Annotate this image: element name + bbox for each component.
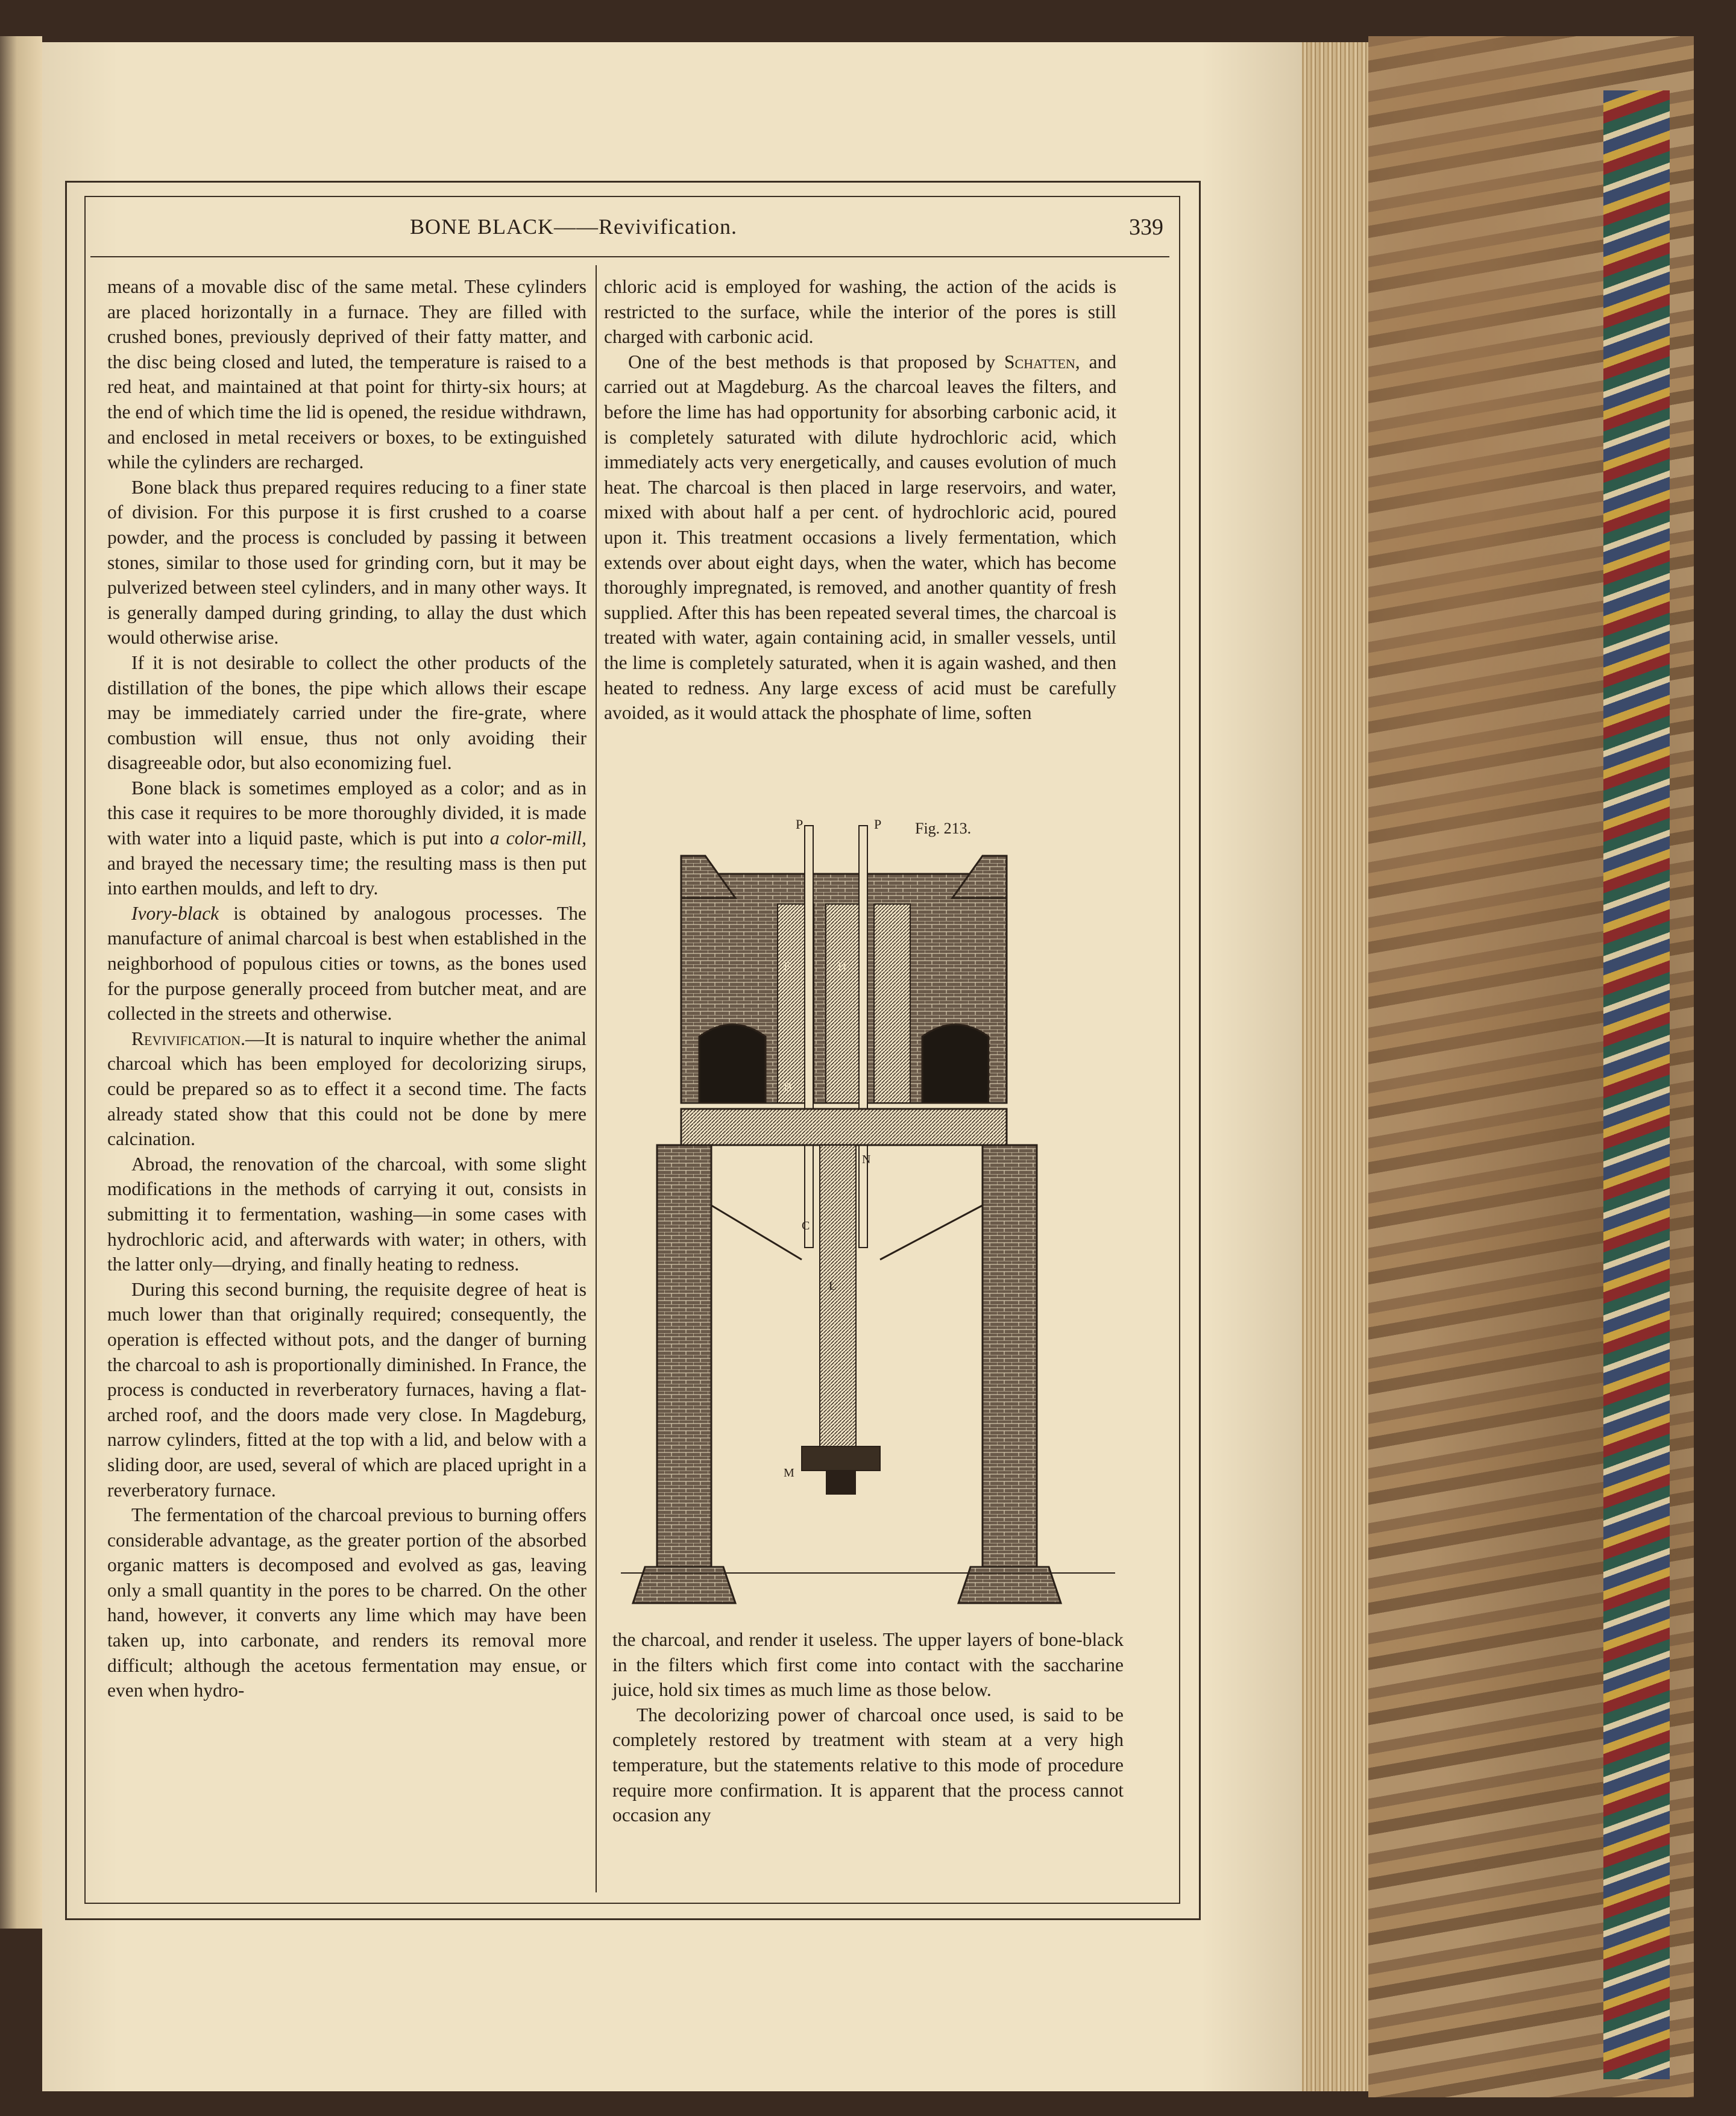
label-p-right: P (874, 820, 882, 832)
text-run: and carried out at Magdeburg. As the charcoal leaves the filters, and before the lime has had opportunity for absorbing carbonic acid, it is completely saturated with dilute hydrochloric acid, which immediately acts very energetically, and causes evolution of much heat. The charcoal is then placed in large reservoirs, and water, mixed with about half a per cent. of hydrochloric acid, poured upon it. This treatment occasions a lively fermentation, which extends over about eight days, when the water, which has become thoroughly impregnated, is removed, and another quantity of fresh supplied. After this has been repeated several times, the charcoal is treated with water, again containing acid, in smaller vessels, until the lime is completely saturated, when it is again washed, and then heated to redness. Any large excess of acid must be carefully avoided, as it would attack the phosphate of lime, soften (604, 351, 1116, 724)
right-column-bottom (612, 1627, 1124, 1828)
paragraph: the charcoal, and render it useless. The upper layers of bone-black in the filters which first come into contact with the saccharine juice, hold six times as much lime as those below. (612, 1629, 1124, 1701)
running-head (90, 214, 1169, 250)
text-run: —It is natural to inquire whether the animal charcoal which has been employed for decolorizing sirups, could be prepared so as to effect it a second time. The facts already stated show that this could not be done by mere calcination. (107, 1028, 587, 1150)
cooling-tube (820, 1145, 856, 1446)
page-block-edge (1302, 42, 1368, 2091)
paragraph: means of a movable disc of the same metal. These cylinders are placed horizontally in a furnace. They are filled with crushed bones, previously deprived of their fatty matter, and the disc being closed and luted, the temperature is raised to a red heat, and maintained at that point for thirty-six hours; at the end of which time the lid is opened, the residue withdrawn, and enclosed in metal receivers or boxes, to be extinguished while the cylinders are recharged. (107, 276, 587, 473)
base-slab (681, 1109, 1007, 1145)
pipe-left (805, 826, 813, 1248)
paragraph (604, 350, 1116, 726)
label-l: L (829, 1279, 837, 1293)
label-h: H (838, 960, 847, 973)
furnace-illustration (621, 820, 1115, 1615)
retort-center (826, 904, 862, 1103)
text-run: is obtained by analogous processes. The manufacture of animal charcoal is best when established in the neighborhood of populous cities or towns, as the bones used for the purpose generally proceed from butcher meat, and are collected in the streets and otherwise. (107, 902, 587, 1025)
retort-right (874, 904, 910, 1103)
label-p-left: P (796, 820, 804, 832)
page-number: 339 (1129, 215, 1163, 240)
paragraph: chloric acid is employed for washing, the action of the acids is restricted to the surface, while the interior of the pores is still charged with carbonic acid. (604, 276, 1116, 348)
label-b: B (784, 1081, 792, 1094)
left-page-edge (0, 36, 42, 1929)
marbled-edge (1603, 90, 1670, 2079)
support-rod-left (711, 1205, 802, 1260)
right-column-top (604, 274, 1116, 726)
paragraph (107, 1026, 587, 1152)
running-head-title: BONE BLACK——Revivification. (410, 215, 737, 239)
pillar-right (983, 1145, 1037, 1567)
label-n: N (862, 1153, 871, 1166)
paragraph (107, 901, 587, 1026)
italic-term: a color-mill, (489, 827, 587, 849)
paragraph: During this second burning, the requisite degree of heat is much lower than that originally required; consequently, the operation is effected without pots, and the danger of burning the charcoal to ash is proportionally diminished. In France, the process is conducted in reverberatory furnaces, having a flat-arched roof, and the doors made very close. In Magdeburg, narrow cylinders, fitted at the top with a lid, and below with a sliding door, are used, several of which are placed upright in a reverberatory furnace. (107, 1278, 587, 1501)
label-m: M (784, 1466, 794, 1480)
left-oven (699, 1025, 766, 1103)
header-rule (90, 256, 1169, 257)
left-column (107, 274, 587, 1703)
weight (826, 1471, 856, 1495)
paragraph (107, 776, 587, 901)
text-run: and brayed the necessary time; the resulting mass is then put into earthen moulds, and left to dry. (107, 852, 587, 899)
label-c: C (802, 1219, 810, 1232)
pillar-left (657, 1145, 711, 1567)
paragraph: Abroad, the renovation of the charcoal, with some slight modifications in the methods of carrying it out, consists in submitting it to fermentation, washing—in some cases with hydrochloric acid, and afterwards with water; in others, with the latter only—drying, and finally heating to redness. (107, 1153, 587, 1275)
section-heading: Revivification. (131, 1028, 245, 1049)
paragraph: The decolorizing power of charcoal once used, is said to be completely restored by treatment with steam at a very high temperature, but the statements relative to this mode of procedure require more confirmation. It is apparent that the process cannot occasion any (612, 1704, 1124, 1826)
pipe-right (859, 826, 867, 1248)
label-f: F (784, 960, 791, 973)
italic-term: Ivory-black (131, 902, 219, 924)
column-rule (596, 265, 597, 1892)
right-oven (922, 1025, 989, 1103)
figure-caption: Fig. 213. (915, 820, 972, 837)
author-name: Schatten, (1004, 351, 1080, 372)
paragraph: Bone black thus prepared requires reducing to a finer state of division. For this purpose it is first crushed to a coarse powder, and the process is concluded by passing it between stones, similar to those used for grinding corn, but it may be pulverized between steel cylinders, and in many other ways. It is generally damped during grinding, to allay the dust which would otherwise arise. (107, 476, 587, 648)
paragraph: If it is not desirable to collect the other products of the distillation of the bones, the pipe which allows their escape may be immediately carried under the fire-grate, where combustion will ensue, thus not only avoiding their disagreeable odor, but also economizing fuel. (107, 651, 587, 774)
support-rod-right (880, 1205, 983, 1260)
text-run: One of the best methods is that proposed by (628, 351, 1004, 372)
collector (802, 1446, 880, 1471)
text-run: Bone black is sometimes employed as a color; and as in this case it requires to be more thoroughly divided, it is made with water into a liquid paste, which is put into (107, 777, 587, 849)
paragraph: The fermentation of the charcoal previous to burning offers considerable advantage, as the greater portion of the absorbed organic matters is decomposed and evolved as gas, leaving only a small quantity in the pores to be charred. On the other hand, however, it converts any lime which may have been taken up, into carbonate, and renders its removal more difficult; although the acetous fermentation may ensue, or even when hydro- (107, 1504, 587, 1701)
